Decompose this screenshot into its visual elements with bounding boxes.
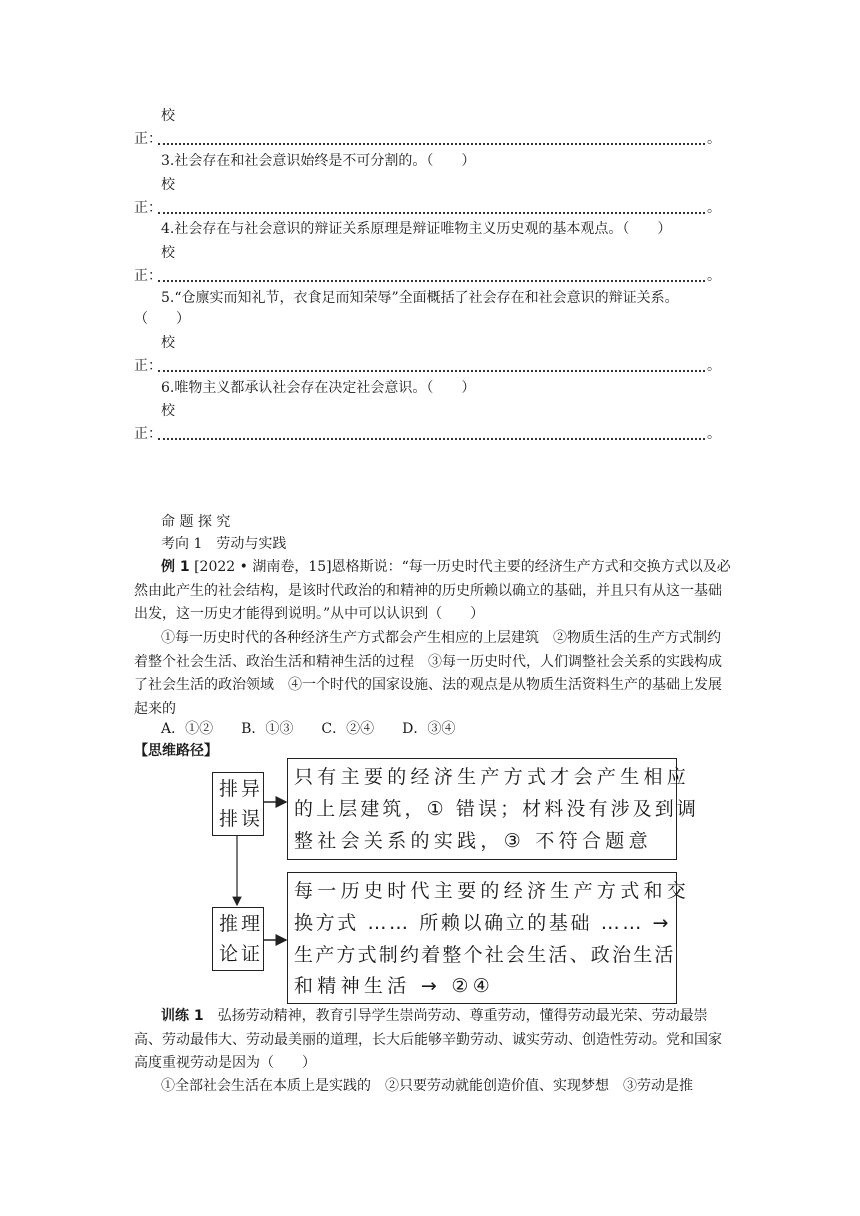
correction-label: 正： bbox=[134, 268, 162, 284]
section-direction: 考向 1 劳动与实践 bbox=[161, 536, 287, 552]
example-label: 例 1 bbox=[161, 559, 190, 575]
training-label: 训练 1 bbox=[161, 1008, 204, 1024]
correction-prefix: 校 bbox=[161, 177, 175, 193]
correction-label: 正： bbox=[134, 426, 162, 442]
line-end-mark: 。 bbox=[707, 268, 721, 284]
review-statement: 3.社会存在和社会意识始终是不可分割的。（ ） bbox=[161, 153, 476, 169]
line-end-mark: 。 bbox=[707, 426, 721, 442]
box-text-line: 的上层建筑，① 错误；材料没有涉及到调 bbox=[294, 798, 699, 820]
example-options: ①每一历史时代的各种经济生产方式都会产生相应的上层建筑 ②物质生活的生产方式制约着整个社会生活、政治生活和精神生活的过程 ③每一历史时代，人们调整社会关系的实践构成了社会生活的政治领域 ④一个时代的国家设施、法的观点是从物质生活资料生产的基础上发展起来的 bbox=[134, 630, 722, 717]
box-text-line: 和精神生活 → ②④ bbox=[294, 975, 495, 997]
correction-prefix: 校 bbox=[161, 245, 175, 261]
training-options: ①全部社会生活在本质上是实践的 ②只要劳动就能创造价值、实现梦想 ③劳动是推 bbox=[161, 1078, 693, 1094]
training-stem bbox=[134, 1005, 734, 1076]
correction-label: 正： bbox=[134, 200, 162, 216]
review-statement: 6.唯物主义都承认社会存在决定社会意识。（ ） bbox=[161, 380, 476, 396]
reasoning-label-box bbox=[212, 907, 264, 971]
box-text-line: 生产方式制约着整个社会生活、政治生活 bbox=[294, 944, 676, 966]
box-text-line: 整社会关系的实践，③ 不符合题意 bbox=[294, 830, 652, 852]
example-choices: A．①② B．①③ C．②④ D．③④ bbox=[161, 721, 456, 737]
section-heading: 命 题 探 究 bbox=[161, 514, 231, 530]
thinking-path-title: 【思维路径】 bbox=[134, 743, 218, 759]
line-end-mark: 。 bbox=[707, 358, 721, 374]
box-text-line: 只有主要的经济生产方式才会产生相应 bbox=[294, 766, 691, 788]
exclude-reason-box bbox=[287, 758, 699, 860]
correction-prefix: 校 bbox=[161, 335, 175, 351]
correction-prefix: 校 bbox=[161, 108, 175, 124]
review-statement-cont: （ ） bbox=[134, 311, 190, 327]
box-label-line: 排误 bbox=[219, 808, 264, 830]
training-stem-text: 弘扬劳动精神，教育引导学生崇尚劳动、尊重劳动，懂得劳动最光荣、劳动最崇高、劳动最伟大、劳动最美丽的道理，长大后能够辛勤劳动、诚实劳动、创造性劳动。党和国家高度重视劳动是因为（ ） bbox=[134, 1008, 722, 1071]
line-end-mark: 。 bbox=[707, 200, 721, 216]
exclude-label-box bbox=[212, 772, 264, 836]
box-label-line: 排异 bbox=[219, 778, 264, 800]
correction-label: 正： bbox=[134, 131, 162, 147]
box-label-line: 论证 bbox=[219, 943, 264, 965]
box-text-line: 每一历史时代主要的经济生产方式和交 bbox=[294, 880, 691, 902]
review-statement: 5.“仓廪实而知礼节，衣食足而知荣辱”全面概括了社会存在和社会意识的辩证关系。 bbox=[161, 290, 679, 306]
correction-prefix: 校 bbox=[161, 403, 175, 419]
reasoning-text-box bbox=[287, 872, 691, 1004]
line-end-mark: 。 bbox=[707, 131, 721, 147]
example-stem-text: 恩格斯说：“每一历史时代主要的经济生产方式和交换方式以及必然由此产生的社会结构，是该时代政治的和精神的历史所赖以确立的基础，并且只有从这一基础出发，这一历史才能得到说明。”从中可以认识到（ ） bbox=[134, 559, 731, 622]
box-label-line: 推理 bbox=[219, 913, 264, 935]
example-source: [2022 • 湖南卷，15] bbox=[194, 559, 332, 575]
review-statement: 4.社会存在与社会意识的辩证关系原理是辩证唯物主义历史观的基本观点。（ ） bbox=[161, 221, 672, 237]
correction-label: 正： bbox=[134, 358, 162, 374]
box-text-line: 换方式 …… 所赖以确立的基础 …… → bbox=[294, 912, 672, 934]
